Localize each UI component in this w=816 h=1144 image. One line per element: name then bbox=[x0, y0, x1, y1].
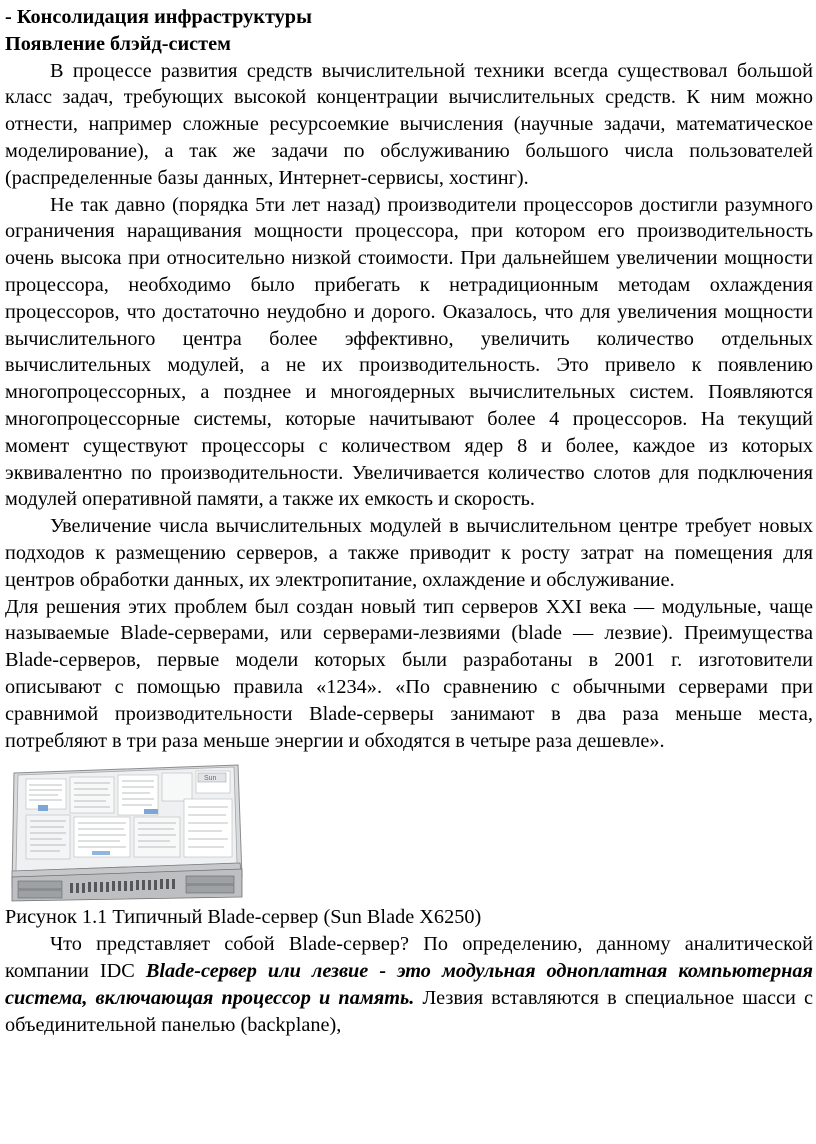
figure-caption: Рисунок 1.1 Типичный Blade-сервер (Sun Blade X6250) bbox=[5, 906, 482, 929]
paragraph-3: Увеличение числа вычислительных модулей в вычислительном центре требует новых подходов к размещению серверов, а также приводит к росту затрат на помещения для центров обработки данных, их электропитание, охлаждение и обслуживание. bbox=[5, 515, 813, 591]
subsection-heading: Появление блэйд-систем bbox=[5, 32, 231, 55]
paragraph-5-end: Лезвия вставляются в специальное шасси с объединительной панелью (backplane), bbox=[5, 986, 813, 1036]
sun-logo-text: Sun bbox=[204, 775, 217, 783]
paragraph-4: Для решения этих проблем был создан новый тип серверов XXI века — модульные, чаще называемые Blade-серверами, или серверами-лезвиями (blade — лезвие). Преимущества Blade-серверов, первые модели которых были разработаны в 2001 г. изготовители описывают с помощью правила «1234». «По сравнению с обычными серверами при сравнимой производительности Blade-серверы занимают в два раза меньше места, потребляют в три раза меньше энергии и обходятся в четыре раза дешевле». bbox=[5, 595, 813, 752]
paragraph-5-start: Что представляет собой Blade-сервер? По определению, данному аналитической компании IDC bbox=[5, 933, 813, 982]
paragraph-2: Не так давно (порядка 5ти лет назад) производители процессоров достигли разумного ограничения наращивания мощности процессора, при котором его производительность очень высока при относительно низкой стоимости. При дальнейшем увеличении мощности процессора, необходимо было прибегать к нетрадиционным методам охлаждения процессоров, что достаточно неудобно и дорого. Оказалось, что для увеличения мощности вычислительного центра более эффективно, увеличить количество отдельных вычислительных модулей, а не их производительность. Это привело к появлению многопроцессорных, а позднее и многоядерных вычислительных систем. Появляются многопроцессорные системы, которые начитывают более 4 процессоров. На текущий момент существуют процессоры с количеством ядер 8 и более, каждое из которых эквивалентно по производительности. Увеличивается количество слотов для подключения модулей оперативной памяти, а также их емкость и скорость. bbox=[5, 193, 813, 511]
blade-definition: Blade-сервер или лезвие - это модульная одноплатная компьютерная система, включающая процессор и память. bbox=[5, 959, 814, 1009]
section-heading: - Консолидация инфраструктуры bbox=[5, 6, 312, 28]
paragraph-1: В процессе развития средств вычислительной техники всегда существовал большой класс задач, требующих высокой концентрации вычислительных средств. К ним можно отнести, например сложные ресурсоемкие вычисления (научные задачи, математическое моделирование), а так же задачи по обслуживанию большого числа пользователей (распределенные базы данных, Интернет-сервисы, хостинг). bbox=[5, 59, 813, 189]
document-page bbox=[5, 4, 813, 1038]
figure-blade-server bbox=[5, 754, 813, 904]
blade-server-image bbox=[8, 759, 244, 903]
paragraph-5 bbox=[5, 931, 813, 1038]
